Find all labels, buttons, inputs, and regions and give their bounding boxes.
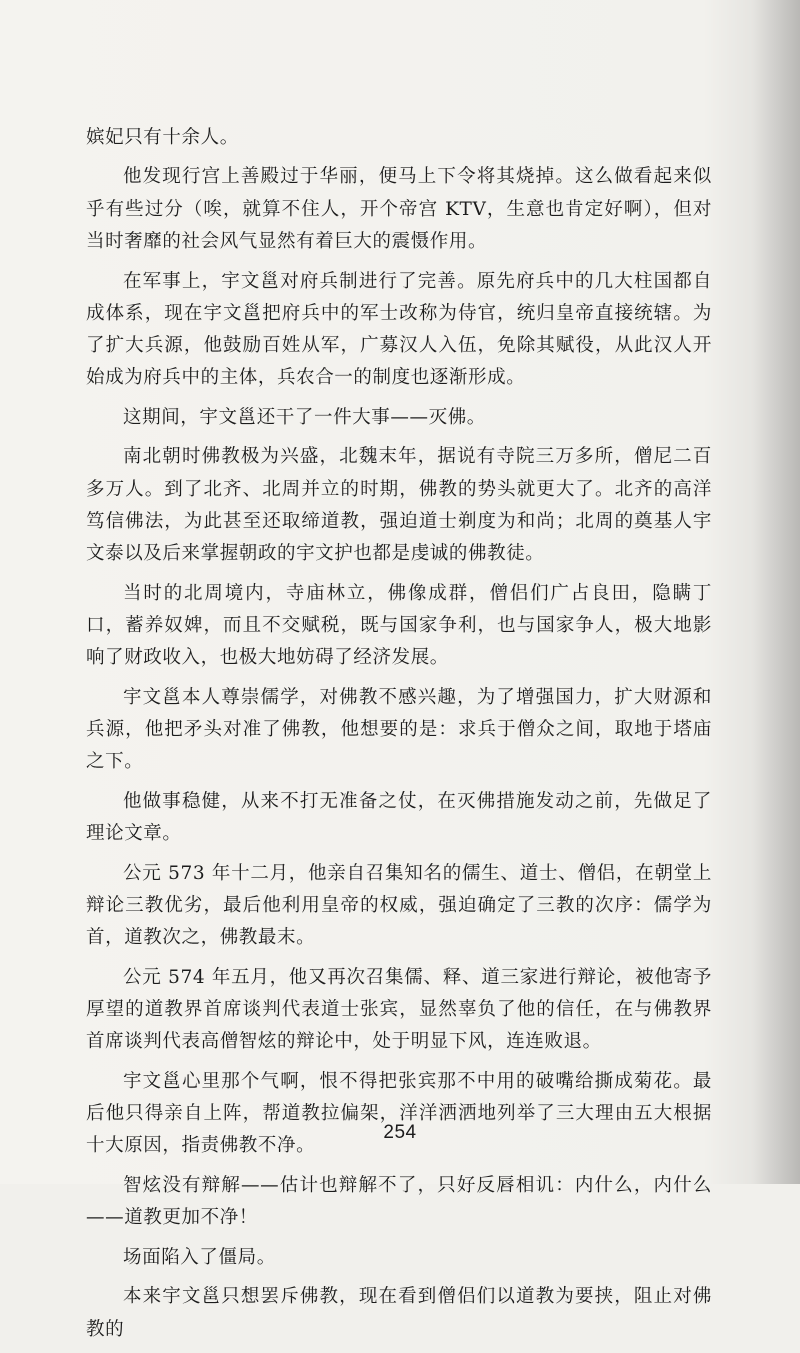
paragraph: 场面陷入了僵局。	[123, 1246, 276, 1268]
paragraph: 本来宇文邕只想罢斥佛教，现在看到僧侣们以道教为要挟，阻止对佛教的	[86, 1286, 712, 1340]
paragraph: 公元 573 年十二月，他亲自召集知名的儒生、道士、僧侣，在朝堂上辩论三教优劣，最后他利用皇帝的权威，强迫确定了三教的次序：儒学为首，道教次之，佛教最末。	[86, 862, 712, 949]
paragraph: 他做事稳健，从来不打无准备之仗，在灭佛措施发动之前，先做足了理论文章。	[86, 790, 712, 845]
paragraph: 公元 574 年五月，他又再次召集儒、释、道三家进行辩论，被他寄予厚望的道教界首席谈判代表道士张宾，显然辜负了他的信任，在与佛教界首席谈判代表高僧智炫的辩论中，处于明显下风，连连败退。	[86, 966, 712, 1053]
paragraph: 宇文邕本人尊崇儒学，对佛教不感兴趣，为了增强国力，扩大财源和兵源，他把矛头对准了佛教，他想要的是：求兵于僧众之间，取地于塔庙之下。	[86, 686, 712, 773]
page-number: 254	[383, 1122, 417, 1143]
body-text	[86, 122, 712, 1353]
paragraph: 这期间，宇文邕还干了一件大事——灭佛。	[123, 406, 486, 428]
paragraph: 南北朝时佛教极为兴盛，北魏末年，据说有寺院三万多所，僧尼二百多万人。到了北齐、北周并立的时期，佛教的势头就更大了。北齐的高洋笃信佛法，为此甚至还取缔道教，强迫道士剃度为和尚；北周的奠基人宇文泰以及后来掌握朝政的宇文护也都是虔诚的佛教徒。	[86, 446, 712, 565]
paragraph: 智炫没有辩解——估计也辩解不了，只好反唇相讥：内什么，内什么——道教更加不净！	[86, 1174, 712, 1229]
paragraph: 他发现行宫上善殿过于华丽，便马上下令将其烧掉。这么做看起来似乎有些过分（唉，就算不住人，开个帝宫 KTV，生意也肯定好啊），但对当时奢靡的社会风气显然有着巨大的震慑作用。	[86, 166, 712, 253]
paragraph: 当时的北周境内，寺庙林立，佛像成群，僧侣们广占良田，隐瞒丁口，蓄养奴婢，而且不交赋税，既与国家争利，也与国家争人，极大地影响了财政收入，也极大地妨碍了经济发展。	[86, 582, 712, 669]
paragraph: 在军事上，宇文邕对府兵制进行了完善。原先府兵中的几大柱国都自成体系，现在宇文邕把府兵中的军士改称为侍官，统归皇帝直接统辖。为了扩大兵源，他鼓励百姓从军，广募汉人入伍，免除其赋役，从此汉人开始成为府兵中的主体，兵农合一的制度也逐渐形成。	[86, 270, 712, 389]
paragraph: 嫔妃只有十余人。	[86, 127, 239, 148]
paragraph: 宇文邕心里那个气啊，恨不得把张宾那不中用的破嘴给撕成菊花。最后他只得亲自上阵，帮道教拉偏架，洋洋洒洒地列举了三大理由五大根据十大原因，指责佛教不净。	[86, 1070, 712, 1157]
